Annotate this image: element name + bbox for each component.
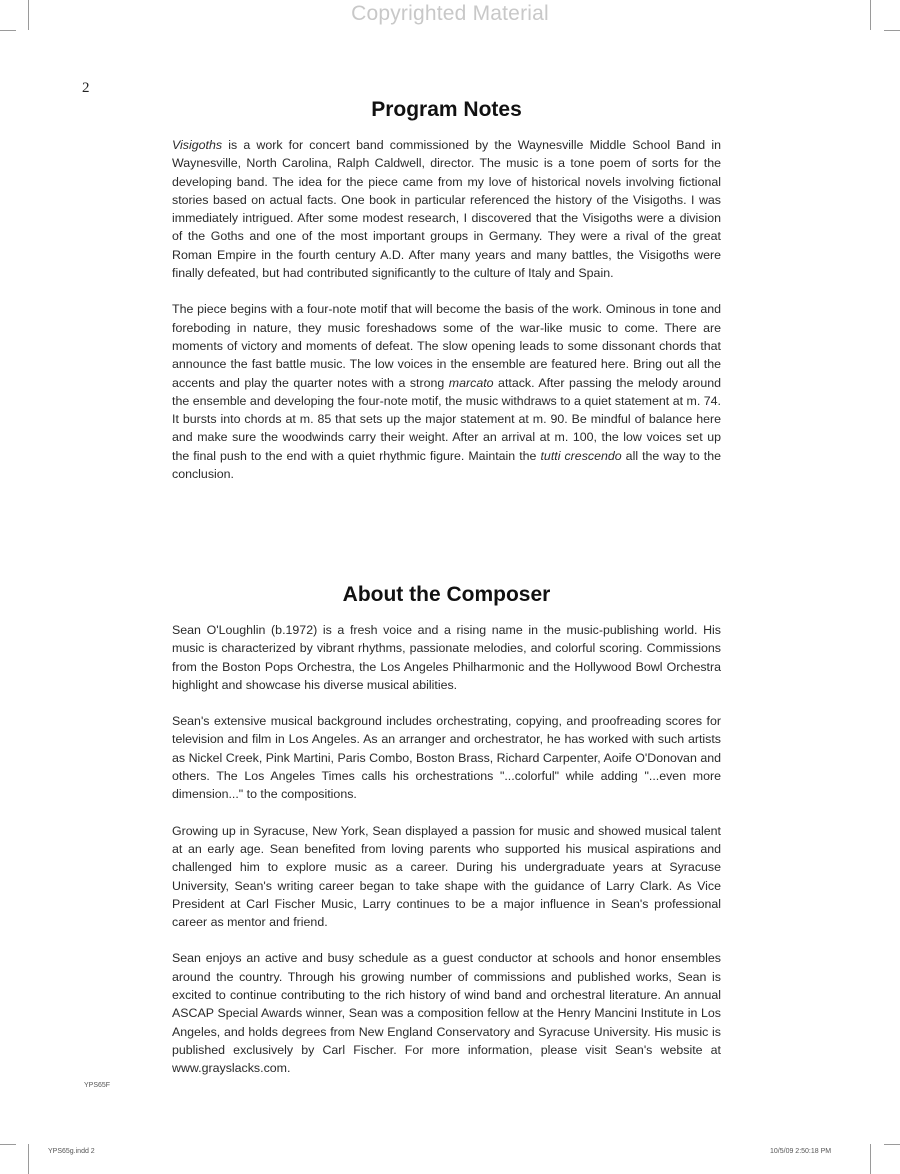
composer-paragraph: Sean's extensive musical background includes orchestrating, copying, and proofreading scores for television and film in Los Angeles. As an arranger and orchestrator, he has worked with such artists as Nickel Creek, Pink Martini, Paris Combo, Boston Brass, Richard Carpenter, Aoife O'Donovan and others. The Los Angeles Times calls his orchestrations "...colorful" while adding "...even more dimension..." to the compositions. <box>172 714 721 802</box>
tutti-crescendo-term: tutti crescendo <box>540 448 622 463</box>
crop-mark <box>870 0 871 30</box>
program-notes-paragraph: Visigoths is a work for concert band commissioned by the Waynesville Middle School Band in Waynesville, North Carolina, Ralph Caldwell, director. The music is a tone poem of sorts for the developing band. The idea for the piece came from my love of historical novels involving fictional stories based on actual facts. One book in particular referenced the history of the Visigoths. I was immediately intrigued. After some modest research, I discovered that the Visigoths were a division of the Goths and one of the most important groups in Germany. They were a rival of the great Roman Empire in the fourth century A.D. After many years and many battles, the Visigoths were finally defeated, but had contributed significantly to the culture of Italy and Spain. <box>172 138 721 281</box>
page-content <box>172 98 721 1076</box>
page-number: 2 <box>82 80 90 96</box>
composer-paragraph: Sean enjoys an active and busy schedule as a guest conductor at schools and honor ensembles around the country. Through his growing number of commissions and published works, Sean is excited to continue contributing to the rich history of wind band and orchestral literature. An annual ASCAP Special Awards winner, Sean was a composition fellow at the Henry Mancini Institute in Los Angeles, and holds degrees from New England Conservatory and Syracuse University. His music is published exclusively by Carl Fischer. For more information, please visit Sean's website at www.grayslacks.com. <box>172 951 721 1076</box>
copyright-watermark: Copyrighted Material <box>351 2 549 25</box>
crop-mark <box>884 30 900 31</box>
crop-mark <box>0 30 16 31</box>
print-timestamp: 10/5/09 2:50:18 PM <box>770 1148 832 1155</box>
about-composer-heading: About the Composer <box>342 583 551 606</box>
work-title: Visigoths <box>172 138 223 152</box>
program-notes-paragraph: The piece begins with a four-note motif that will become the basis of the work. Ominous in tone and foreboding in nature, they music foreshadows some of the war-like music to come. There are moments of victory and moments of defeat. The slow opening leads to some dissonant chords that announce the fast battle music. The low voices in the ensemble are featured here. Bring out all the accents and play the quarter notes with a strong marcato attack. After passing the melody around the ensemble and developing the four-note motif, the music withdraws to a quiet statement at m. 74. It bursts into chords at m. 85 that sets up the major statement at m. 90. Be mindful of balance here and make sure the woodwinds carry their weight. After an arrival at m. 100, the low voices set up the final push to the end with a quiet rhythmic figure. Maintain the tutti crescendo all the way to the conclusion. <box>172 302 721 482</box>
crop-mark <box>28 0 29 30</box>
crop-mark <box>28 1144 29 1174</box>
crop-mark <box>884 1144 900 1145</box>
catalog-code: YPS65F <box>84 1082 111 1089</box>
file-slug: YPS65g.indd 2 <box>48 1148 95 1155</box>
crop-mark <box>0 1144 16 1145</box>
program-notes-section <box>172 98 721 483</box>
composer-paragraph: Sean O'Loughlin (b.1972) is a fresh voice and a rising name in the music-publishing world. His music is characterized by vibrant rhythms, passionate melodies, and colorful scoring. Commissions from the Boston Pops Orchestra, the Los Angeles Philharmonic and the Hollywood Bowl Orchestra highlight and showcase his diverse musical abilities. <box>172 623 721 692</box>
program-notes-heading: Program Notes <box>371 98 522 121</box>
about-composer-section <box>172 583 721 1096</box>
crop-mark <box>870 1144 871 1174</box>
composer-paragraph: Growing up in Syracuse, New York, Sean displayed a passion for music and showed musical talent at an early age. Sean benefited from loving parents who supported his musical aspirations and challenged him to explore music as a career. During his undergraduate years at Syracuse University, Sean's writing career began to take shape with the guidance of Larry Clark. As Vice President at Carl Fischer Music, Larry continues to be a major influence in Sean's professional career as mentor and friend. <box>172 823 721 930</box>
marcato-term: marcato <box>448 375 494 390</box>
